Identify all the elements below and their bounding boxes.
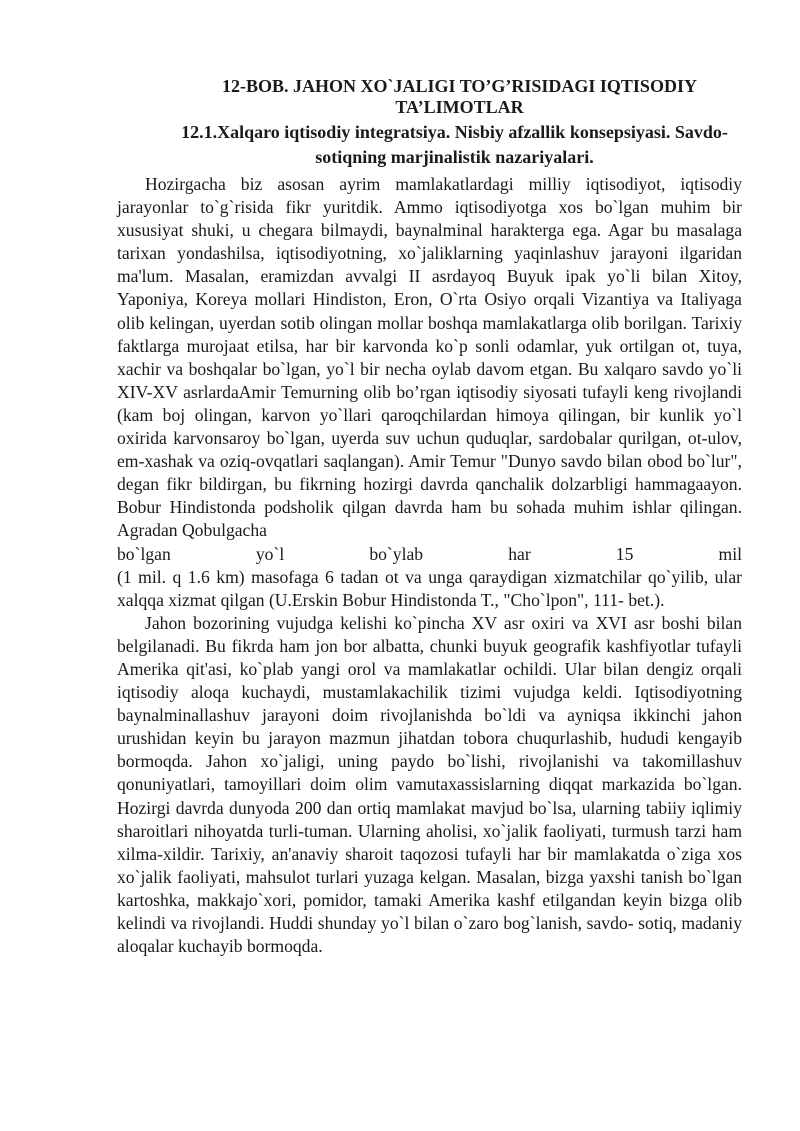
document-page [117,76,742,958]
paragraph-1-spread-line: bo`lgan yo`l bo`ylab har 15 mil [117,543,742,564]
paragraph-1 [117,173,742,612]
paragraph-2: Jahon bozorining vujudga kelishi ko`pincha XV asr oxiri va XVI asr boshi bilan belgilanadi. Bu fikrda ham jon bor albatta, chunki buyuk geografik kashfiyotlar tufayli Amerika qit'asi, ko`plab yangi orol va mamlakatlar ochildi. Ular bilan dengiz orqali iqtisodiy aloqa kuchaydi, mustamlakachilik tizimi vujudga keldi. Iqtisodiyotning baynalminallashuv jarayoni doim rivojlanishda bo`ldi va ayniqsa ikkinchi jahon urushidan keyin bu jarayon mazmun jihatdan tobora chuqurlashib, hududi kengayib bormoqda. Jahon xo`jaligi, uning paydo bo`lishi, rivojlanishi va takomillashuv qonuniyatlari, tamoyillari doim olim vamutaxassislarning diqqat markazida bo`lgan. Hozirgi davrda dunyoda 200 dan ortiq mamlakat mavjud bo`lsa, ularning tabiiy iqlimiy sharoitlari nihoyatda turli-tuman. Ularning aholisi, xo`jalik faoliyati, turmush tarzi ham xilma-xildir. Tarixiy, an'anaviy sharoit taqozosi tufayli har bir mamlakatda o`ziga xos xo`jalik faoliyati, mahsulot turlari yuzaga kelgan. Masalan, bizga yaxshi tanish bo`lgan kartoshka, makkajo`xori, pomidor, tamaki Amerika kashf etilgandan keyin bizga olib kelindi va rivojlandi. Huddi shunday yo`l bilan o`zaro bog`lanish, savdo- sotiq, madaniy aloqalar kuchayib bormoqda. [117,612,742,957]
paragraph-1-main: Hozirgacha biz asosan ayrim mamlakatlardagi milliy iqtisodiyot, iqtisodiy jarayonlar to`g`risida fikr yuritdik. Ammo iqtisodiyotga xos bo`lgan muhim bir xususiyat shuki, u chegara bilmaydi, baynalminal harakterga ega. Agar bu masalaga tarixan yondashilsa, iqtisodiyotning, xo`jaliklarning yaqinlashuv jarayoni ilgaridan ma'lum. Masalan, eramizdan avvalgi II asrdayoq Buyuk ipak yo`li bilan Xitoy, Yaponiya, Koreya mollari Hindiston, Eron, O`rta Osiyo orqali Vizantiya va Italiyaga olib kelingan, uyerdan sotib olingan mollar boshqa mamlakatlarga olib borilgan. Tarixiy faktlarga murojaat etilsa, har bir karvonda ko`p sonli odamlar, yuk ortilgan ot, tuya, xachir va boshqalar bo`lgan, yo`l bir necha oylab davom etgan. Bu xalqaro savdo yo`li XIV-XV asrlardaAmir Temurning olib bo’rgan iqtisodiy siyosati tufayli keng rivojlandi (kam boj olingan, karvon yo`llari qaroqchilardan himoya qilingan, bir kunlik yo`l oxirida karvonsaroy bo`lgan, uyerda suv uchun quduqlar, sardobalar qurilgan, ot-ulov, em-xashak va oziq-ovqatlari saqlangan). Amir Temur "Dunyo savdo bilan obod bo`lur", degan fikr bildirgan, bu fikrning hozirgi davrda qanchalik dolzarbligi hammagaayon. Bobur Hindistonda podsholik qilgan davrda ham bu sohada muhim ishlar qilingan. Agradan Qobulgacha [117,174,742,541]
paragraph-1-tail: (1 mil. q 1.6 km) masofaga 6 tadan ot va unga qaraydigan xizmatchilar qo`yilib, ular xalqqa xizmat qilgan (U.Erskin Bobur Hindistonda T., "Cho`lpon", 111- bet.). [117,566,742,610]
section-title: 12.1.Xalqaro iqtisodiy integratsiya. Nisbiy afzallik konsepsiyasi. Savdo-sotiqning marjinalistik nazariyalari. [181,122,728,167]
chapter-title: 12-BOB. JAHON XO`JALIGI TO’G’RISIDAGI IQTISODIY TA’LIMOTLAR [222,76,697,117]
